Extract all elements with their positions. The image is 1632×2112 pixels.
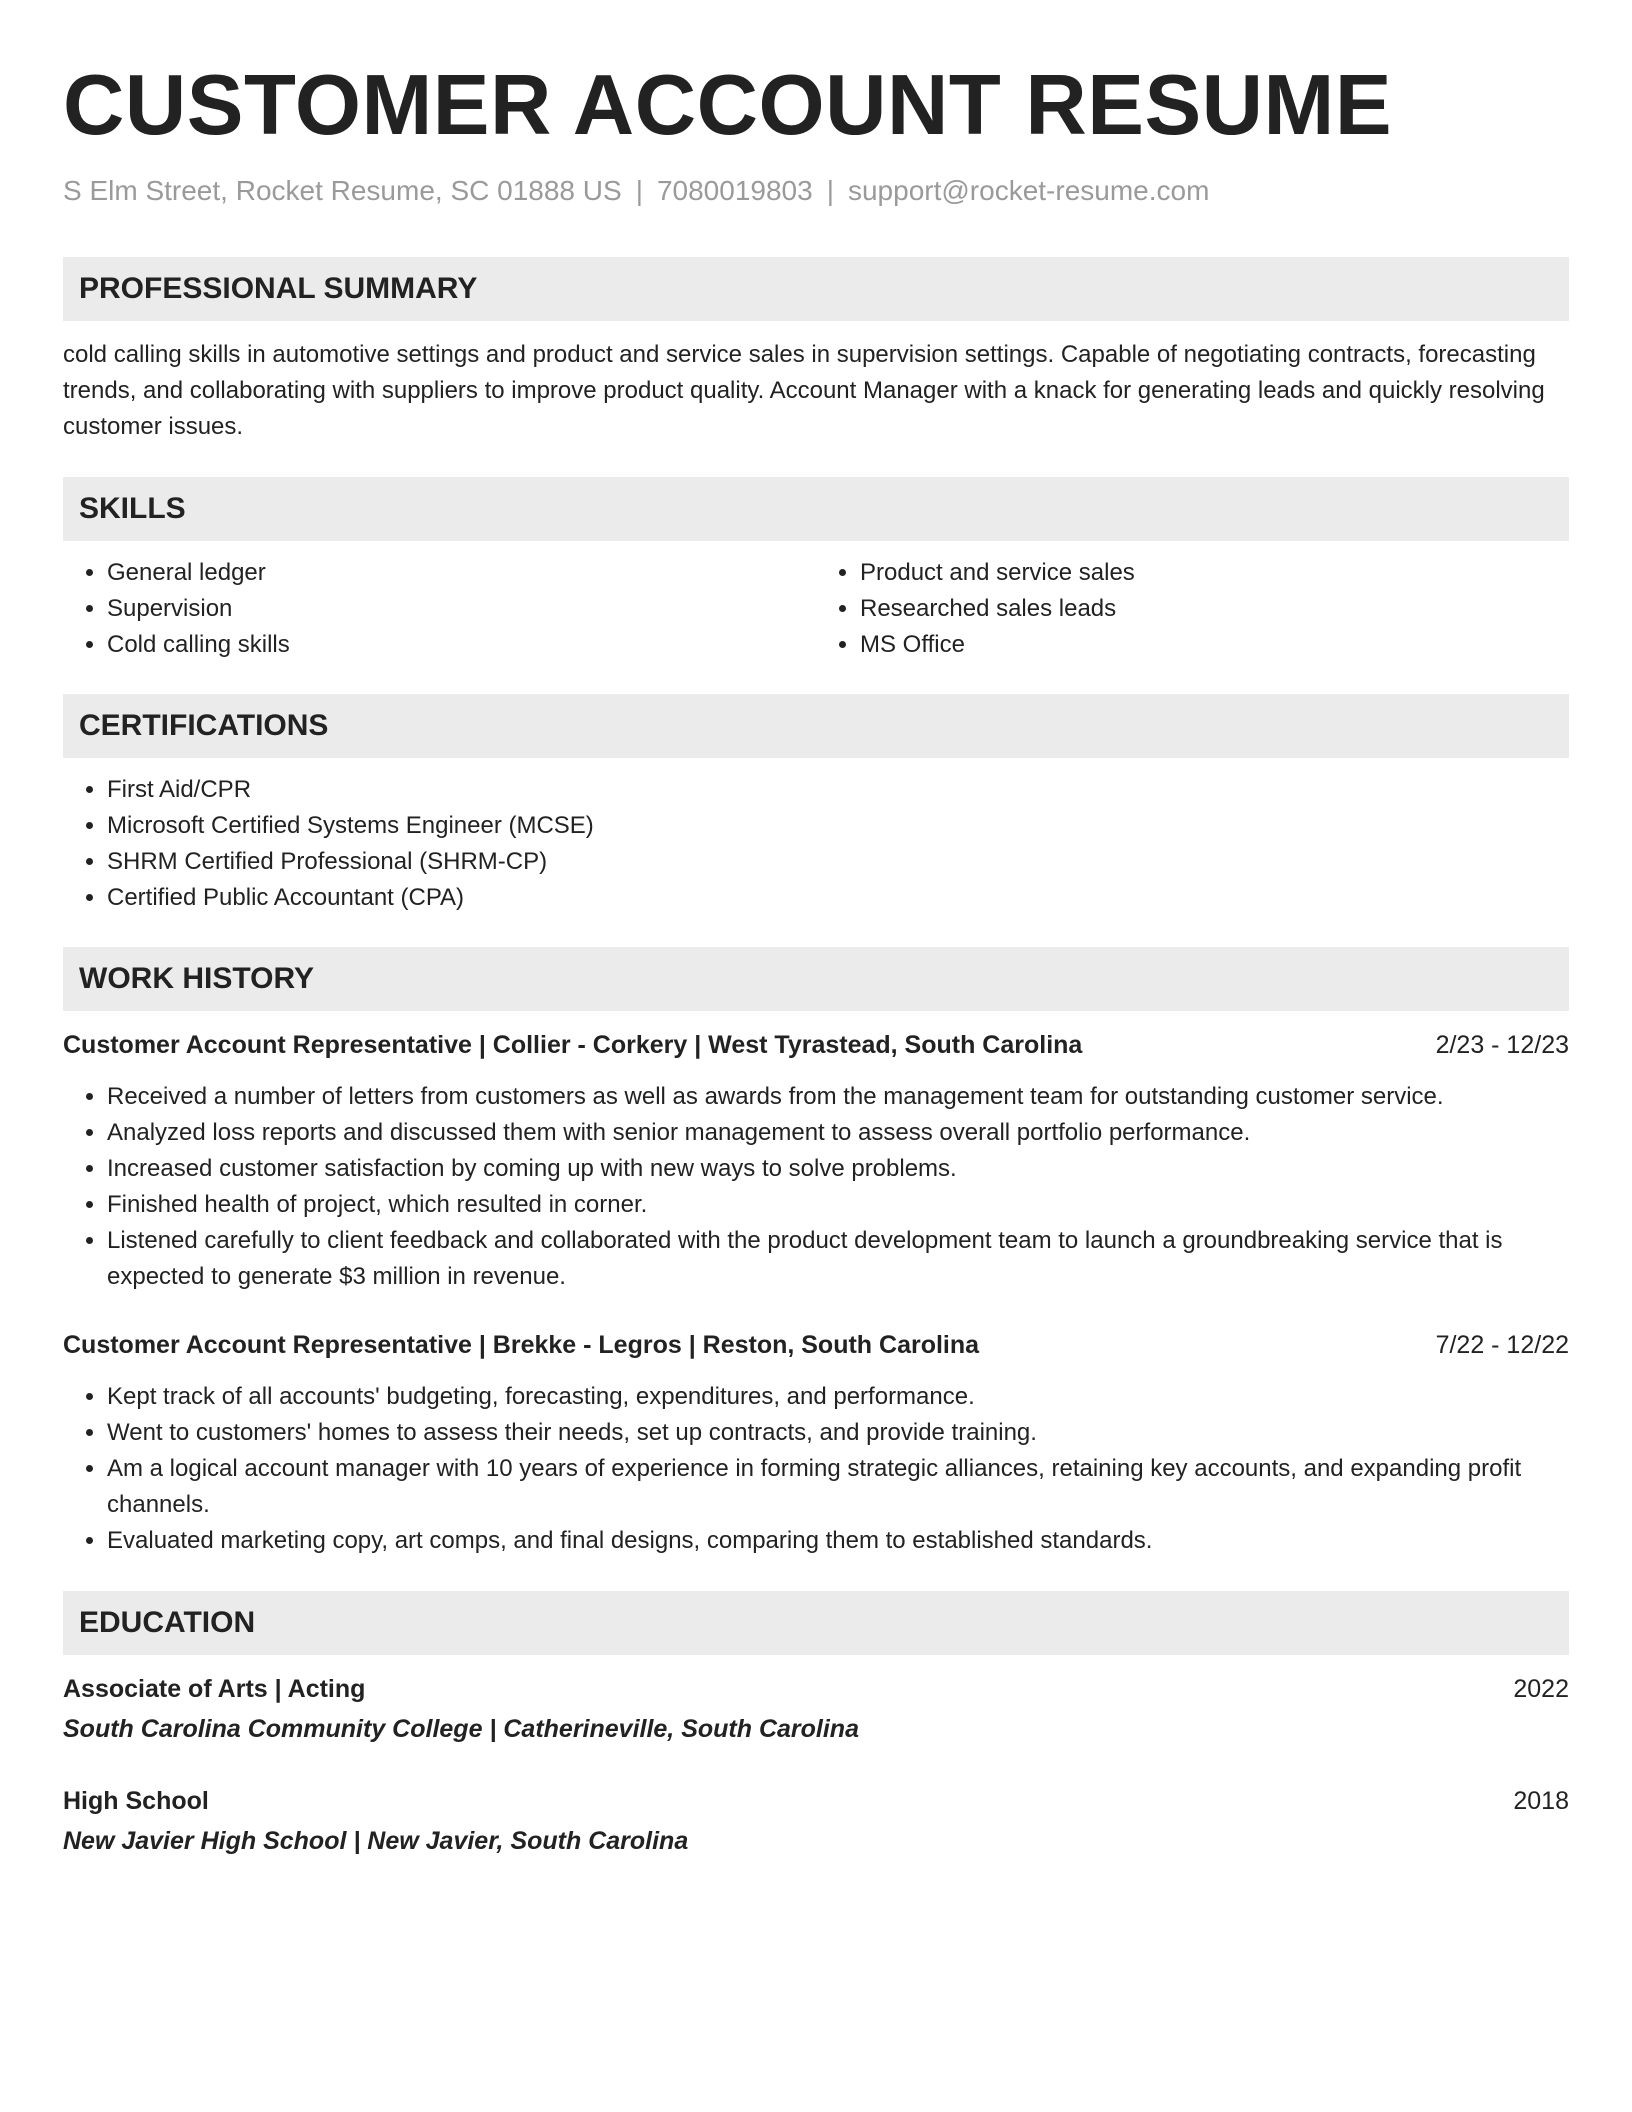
job-dates: 2/23 - 12/23 bbox=[1435, 1031, 1569, 1059]
job-bullet: • Am a logical account manager with 10 years of experience in forming strategic alliances, retaining key accounts, and expanding profit channels. bbox=[107, 1451, 1569, 1523]
certification-item: • First Aid/CPR bbox=[107, 772, 1569, 808]
job-bullet: • Evaluated marketing copy, art comps, and final designs, comparing them to established standards. bbox=[107, 1523, 1569, 1559]
job-bullet: • Analyzed loss reports and discussed them with senior management to assess overall portfolio performance. bbox=[107, 1115, 1569, 1151]
education-degree: Associate of Arts | Acting bbox=[63, 1675, 366, 1703]
skill-item: • Product and service sales bbox=[860, 555, 1569, 591]
education-year: 2018 bbox=[1513, 1787, 1569, 1815]
certifications-list bbox=[63, 772, 1569, 916]
job-bullet: • Received a number of letters from customers as well as awards from the management team for outstanding customer service. bbox=[107, 1079, 1569, 1115]
skills-column-right bbox=[816, 555, 1569, 663]
work-history-heading: WORK HISTORY bbox=[63, 947, 1569, 1011]
education-entry bbox=[63, 1783, 1569, 1859]
skills-list bbox=[63, 555, 1569, 663]
job-dates: 7/22 - 12/22 bbox=[1435, 1331, 1569, 1359]
certification-item: • Certified Public Accountant (CPA) bbox=[107, 880, 1569, 916]
contact-separator: | bbox=[826, 175, 834, 206]
job-bullets bbox=[63, 1379, 1569, 1559]
certification-item: • Microsoft Certified Systems Engineer (MCSE) bbox=[107, 808, 1569, 844]
contact-email: support@rocket-resume.com bbox=[847, 175, 1210, 206]
job-bullet: • Finished health of project, which resulted in corner. bbox=[107, 1187, 1569, 1223]
contact-line bbox=[63, 174, 1569, 208]
job-title: Customer Account Representative | Collier - Corkery | West Tyrastead, South Carolina bbox=[63, 1031, 1083, 1059]
education-degree: High School bbox=[63, 1787, 209, 1815]
certification-item: • SHRM Certified Professional (SHRM-CP) bbox=[107, 844, 1569, 880]
education-header bbox=[63, 1671, 1569, 1707]
job-bullet: • Kept track of all accounts' budgeting, forecasting, expenditures, and performance. bbox=[107, 1379, 1569, 1415]
contact-phone: 7080019803 bbox=[656, 175, 813, 206]
job-bullets bbox=[63, 1079, 1569, 1295]
education-header bbox=[63, 1783, 1569, 1819]
job-title: Customer Account Representative | Brekke - Legros | Reston, South Carolina bbox=[63, 1331, 980, 1359]
skill-item: • MS Office bbox=[860, 627, 1569, 663]
summary-text: cold calling skills in automotive settings and product and service sales in supervision settings. Capable of negotiating contracts, forecasting trends, and collaborating with suppliers to improve product quality. Account Manager with a knack for generating leads and quickly resolving customer issues. bbox=[63, 341, 1545, 440]
skill-item: • Supervision bbox=[107, 591, 816, 627]
skill-item: • Researched sales leads bbox=[860, 591, 1569, 627]
job-header bbox=[63, 1327, 1569, 1363]
job-bullet: • Went to customers' homes to assess their needs, set up contracts, and provide training. bbox=[107, 1415, 1569, 1451]
skill-item: • General ledger bbox=[107, 555, 816, 591]
contact-separator: | bbox=[635, 175, 643, 206]
job-bullet: • Listened carefully to client feedback and collaborated with the product development team to launch a groundbreaking service that is expected to generate $3 million in revenue. bbox=[107, 1223, 1569, 1295]
education-school: South Carolina Community College | Catherineville, South Carolina bbox=[63, 1715, 859, 1743]
job-bullet: • Increased customer satisfaction by coming up with new ways to solve problems. bbox=[107, 1151, 1569, 1187]
education-entry bbox=[63, 1671, 1569, 1747]
job-entry bbox=[63, 1327, 1569, 1559]
contact-address: S Elm Street, Rocket Resume, SC 01888 US bbox=[63, 175, 622, 206]
job-header bbox=[63, 1027, 1569, 1063]
skills-column-left bbox=[63, 555, 816, 663]
education-year: 2022 bbox=[1513, 1675, 1569, 1703]
certifications-heading: CERTIFICATIONS bbox=[63, 694, 1569, 758]
skills-heading: SKILLS bbox=[63, 477, 1569, 541]
resume-title: CUSTOMER ACCOUNT RESUME bbox=[63, 58, 1393, 153]
job-entry bbox=[63, 1027, 1569, 1295]
summary-heading: PROFESSIONAL SUMMARY bbox=[63, 257, 1569, 321]
skill-item: • Cold calling skills bbox=[107, 627, 816, 663]
education-heading: EDUCATION bbox=[63, 1591, 1569, 1655]
education-school: New Javier High School | New Javier, South Carolina bbox=[63, 1827, 689, 1855]
